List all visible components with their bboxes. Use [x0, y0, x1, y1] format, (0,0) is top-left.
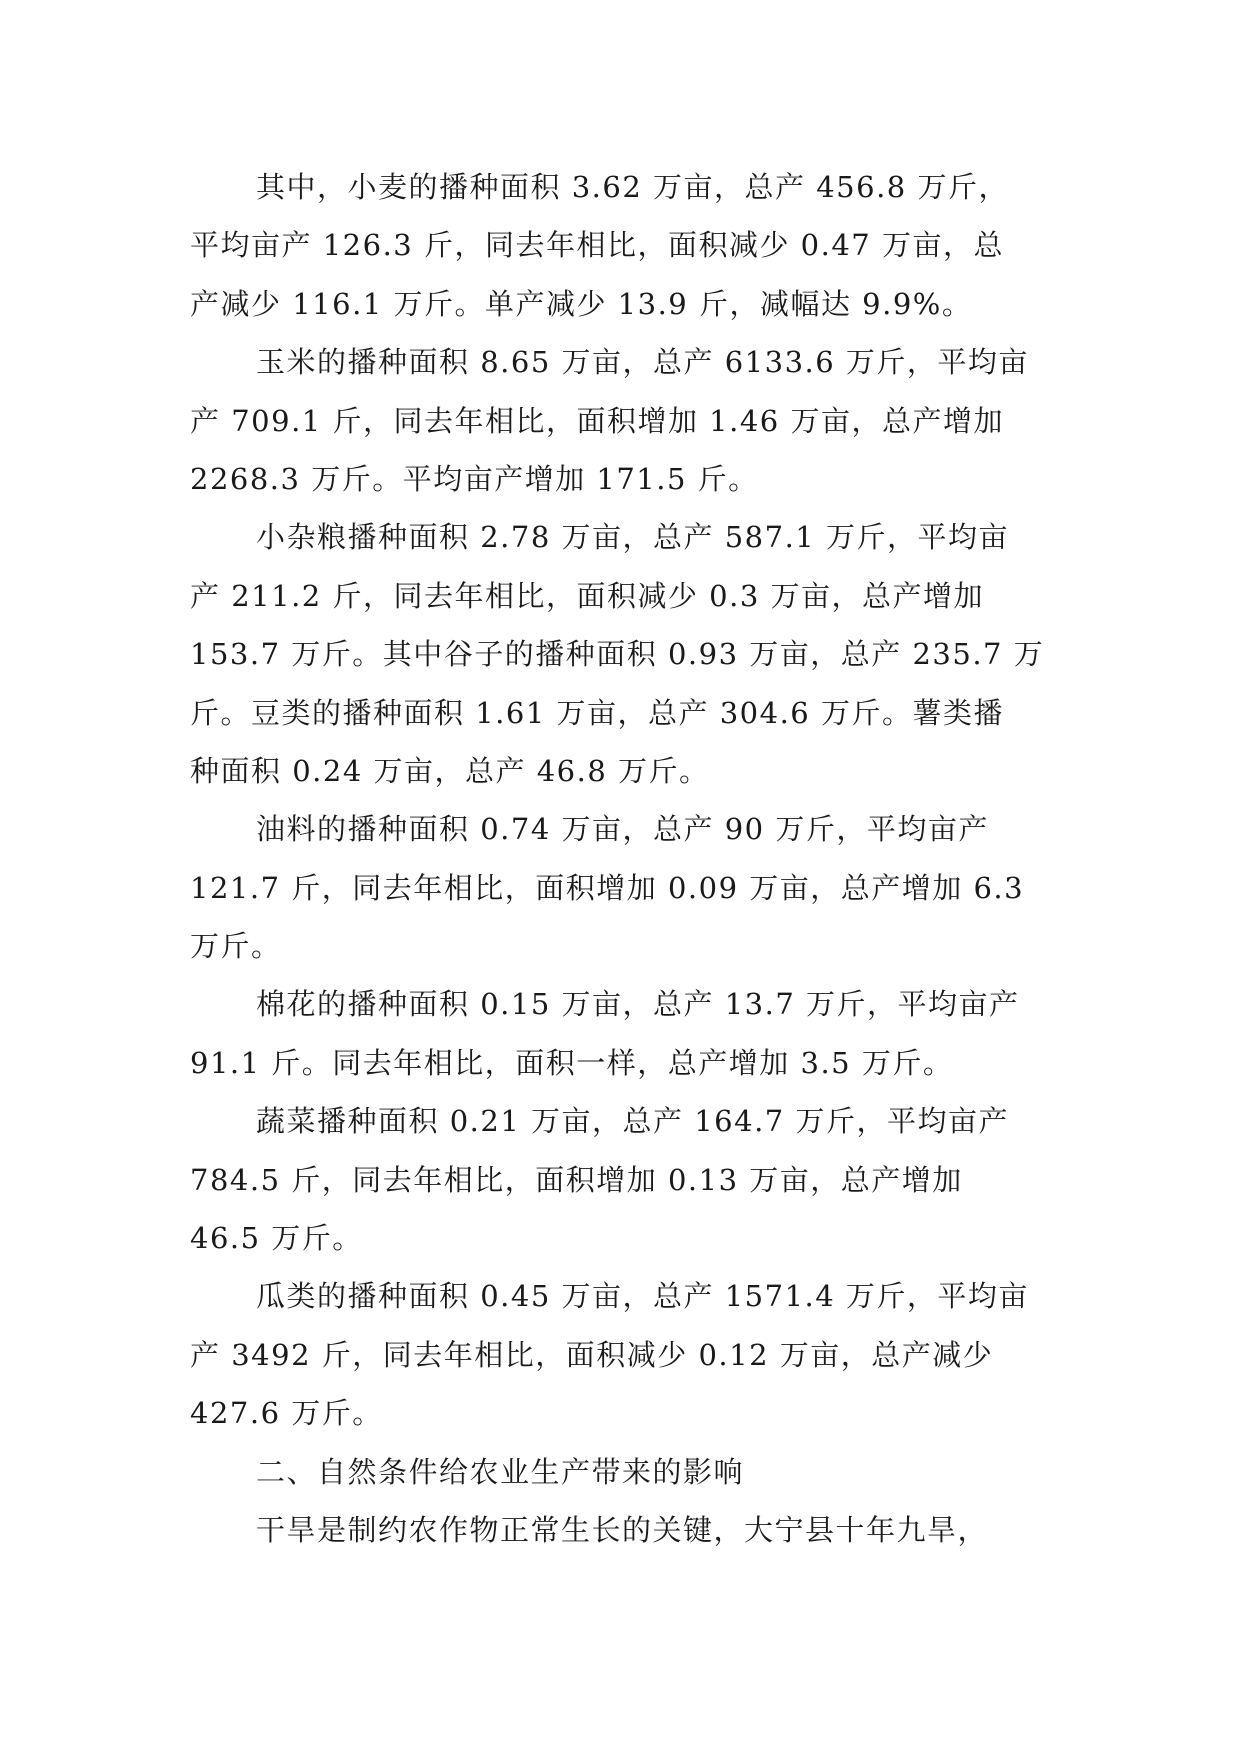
text-line: 种面积 0.24 万亩，总产 46.8 万斤。	[190, 753, 710, 788]
text-line: 2268.3 万斤。平均亩产增加 171.5 斤。	[190, 461, 759, 496]
text-line: 小杂粮播种面积 2.78 万亩，总产 587.1 万斤，平均亩	[256, 520, 1009, 555]
text-line: 斤。豆类的播种面积 1.61 万亩，总产 304.6 万斤。薯类播	[190, 695, 1004, 730]
text-line: 产 211.2 斤，同去年相比，面积减少 0.3 万亩，总产增加	[190, 578, 985, 613]
text-line: 干旱是制约农作物正常生长的关键，大宁县十年九旱，	[256, 1512, 989, 1547]
text-line: 产减少 116.1 万斤。单产减少 13.9 斤，减幅达 9.9%。	[190, 286, 973, 321]
text-line: 427.6 万斤。	[190, 1396, 383, 1431]
text-line: 玉米的播种面积 8.65 万亩，总产 6133.6 万斤，平均亩	[256, 345, 1029, 380]
text-line: 产 709.1 斤，同去年相比，面积增加 1.46 万亩，总产增加	[190, 403, 1004, 438]
text-line: 其中，小麦的播种面积 3.62 万亩，总产 456.8 万斤，	[256, 170, 1009, 204]
text-line: 91.1 斤。同去年相比，面积一样，总产增加 3.5 万斤。	[190, 1045, 954, 1080]
text-line: 46.5 万斤。	[190, 1221, 363, 1256]
section-heading: 二、自然条件给农业生产带来的影响	[256, 1454, 745, 1489]
text-line: 121.7 斤，同去年相比，面积增加 0.09 万亩，总产增加 6.3	[190, 870, 1025, 905]
text-line: 油料的播种面积 0.74 万亩，总产 90 万斤，平均亩产	[256, 812, 989, 847]
text-line: 瓜类的播种面积 0.45 万亩，总产 1571.4 万斤，平均亩	[256, 1279, 1029, 1314]
text-line: 153.7 万斤。其中谷子的播种面积 0.93 万亩，总产 235.7 万	[190, 637, 1045, 672]
text-line: 平均亩产 126.3 斤，同去年相比，面积减少 0.47 万亩，总	[190, 228, 1004, 263]
text-line: 万斤。	[190, 929, 282, 964]
text-line: 产 3492 斤，同去年相比，面积减少 0.12 万亩，总产减少	[190, 1337, 994, 1372]
body-text	[190, 158, 1060, 1559]
text-line: 棉花的播种面积 0.15 万亩，总产 13.7 万斤，平均亩产	[256, 987, 1020, 1022]
text-line: 784.5 斤，同去年相比，面积增加 0.13 万亩，总产增加	[190, 1162, 963, 1197]
text-line: 蔬菜播种面积 0.21 万亩，总产 164.7 万斤，平均亩产	[256, 1104, 1009, 1139]
